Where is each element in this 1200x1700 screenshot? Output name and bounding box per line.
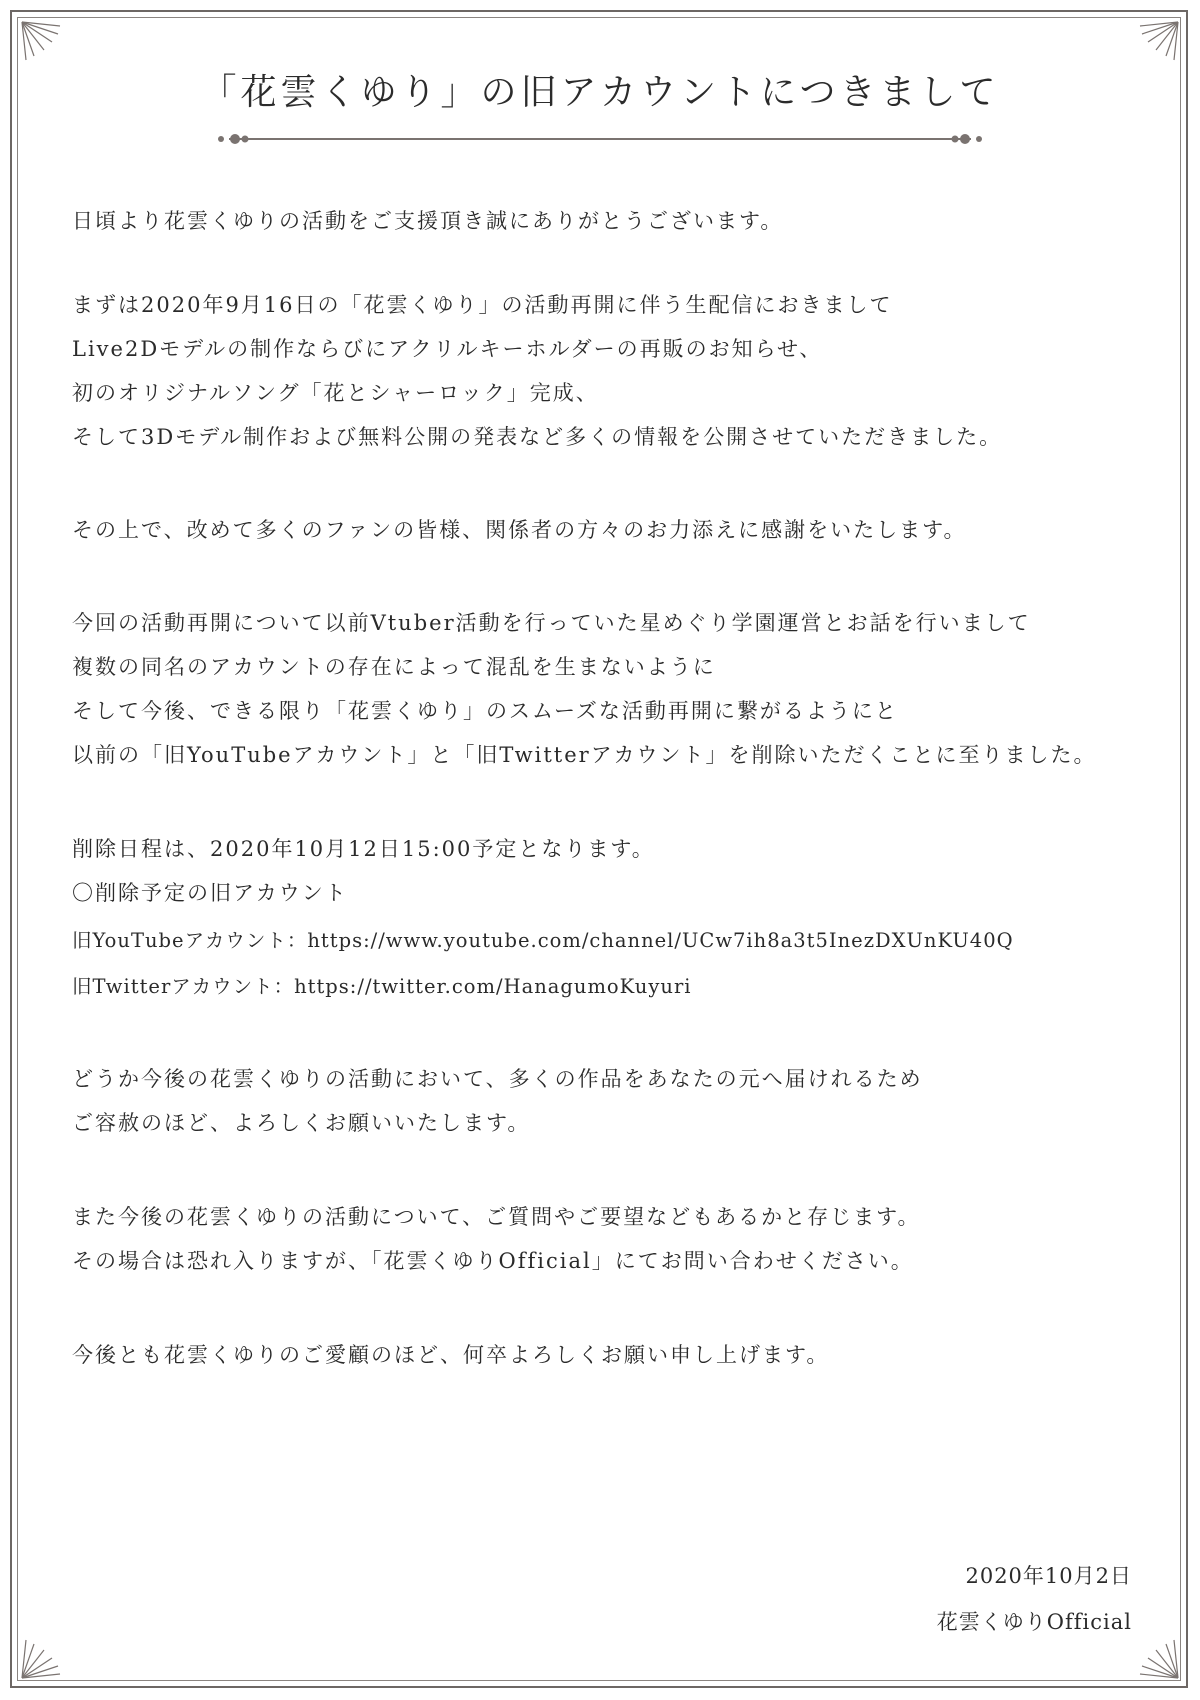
deletion-accounts-heading: 〇削除予定の旧アカウント	[72, 881, 348, 905]
title-divider-ornament	[215, 132, 985, 146]
paragraph-line: そして3Dモデル制作および無料公開の発表など多くの情報を公開させていただきました。	[72, 425, 1003, 449]
paragraph-line: Live2Dモデルの制作ならびにアクリルキーホルダーの再販のお知らせ、	[72, 337, 823, 361]
paragraph-line: 複数の同名のアカウントの存在によって混乱を生まないように	[72, 655, 716, 679]
signature-author: 花雲くゆりOfficial	[936, 1610, 1132, 1634]
paragraph-line: そして今後、できる限り「花雲くゆり」のスムーズな活動再開に繋がるようにと	[72, 699, 898, 723]
page-title: 「花雲くゆり」の旧アカウントにつきまして	[200, 72, 1000, 113]
paragraph-line: まずは2020年9月16日の「花雲くゆり」の活動再開に伴う生配信におきまして	[72, 293, 893, 317]
old-twitter-account-link[interactable]: 旧Twitterアカウント：https://twitter.com/HanagumoKuyuri	[72, 975, 692, 998]
deletion-schedule: 削除日程は、2020年10月12日15:00予定となります。	[72, 837, 655, 861]
old-youtube-account-link[interactable]: 旧YouTubeアカウント：https://www.youtube.com/channel/UCw7ih8a3t5InezDXUnKU40Q	[72, 929, 1014, 952]
corner-fan-ornament-icon	[1136, 20, 1180, 64]
paragraph-line: 今後とも花雲くゆりのご愛顧のほど、何卒よろしくお願い申し上げます。	[72, 1343, 830, 1367]
signature-date: 2020年10月2日	[965, 1564, 1132, 1588]
paragraph-line: どうか今後の花雲くゆりの活動において、多くの作品をあなたの元へ届けれるため	[72, 1067, 923, 1091]
paragraph-line: その上で、改めて多くのファンの皆様、関係者の方々のお力添えに感謝をいたします。	[72, 518, 967, 542]
corner-fan-ornament-icon	[20, 1636, 64, 1680]
paragraph-line: 今回の活動再開について以前Vtuber活動を行っていた星めぐり学園運営とお話を行いまして	[72, 611, 1031, 635]
corner-fan-ornament-icon	[1136, 1636, 1180, 1680]
paragraph-line: 初のオリジナルソング「花とシャーロック」完成、	[72, 381, 599, 405]
paragraph-line: その場合は恐れ入りますが、「花雲くゆりOfficial」にてお問い合わせください。	[72, 1249, 914, 1273]
paragraph-line: 以前の「旧YouTubeアカウント」と「旧Twitterアカウント」を削除いただくことに至りました。	[72, 743, 1097, 767]
paragraph-line: ご容赦のほど、よろしくお願いいたします。	[72, 1111, 531, 1135]
corner-fan-ornament-icon	[20, 20, 64, 64]
paragraph-line: 日頃より花雲くゆりの活動をご支援頂き誠にありがとうございます。	[72, 209, 784, 233]
paragraph-line: また今後の花雲くゆりの活動について、ご質問やご要望などもあるかと存じます。	[72, 1205, 921, 1229]
